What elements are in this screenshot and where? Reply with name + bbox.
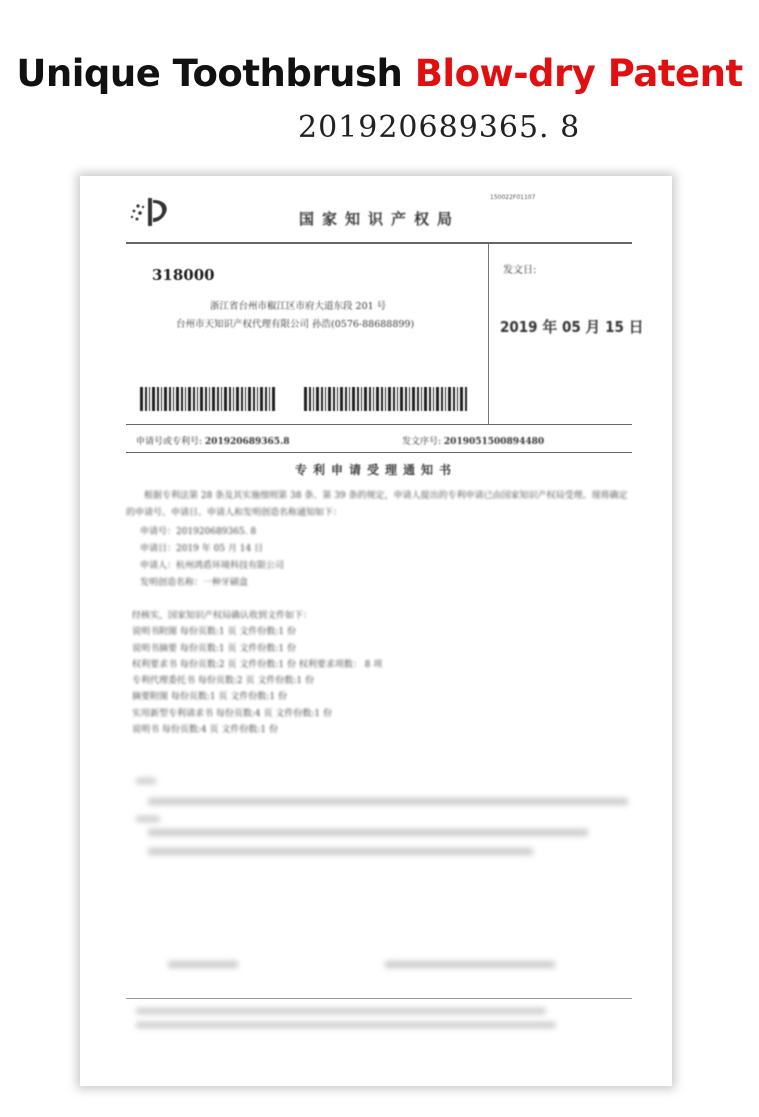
notice-title: 专利申请受理通知书 (294, 463, 457, 477)
headline-patent-type: Blow-dry Patent (414, 52, 743, 95)
illegible-remarks-heading (136, 778, 156, 784)
office-name: 国家知识产权局 (299, 210, 461, 228)
application-number-value: 201920689365.8 (204, 437, 290, 447)
patent-number: 201920689365. 8 (298, 110, 581, 145)
file-item: 摘要附图 每份页数:1 页 文件份数:1 份 (132, 692, 287, 703)
file-item: 权利要求书 每份页数:2 页 文件份数:1 份 权利要求项数： 8 项 (132, 659, 383, 670)
serial-number-value: 2019051500894480 (443, 437, 545, 447)
illegible-examiner-line (385, 961, 555, 968)
barcode-right (304, 387, 468, 411)
application-number-label: 申请号或专利号: (136, 437, 203, 447)
detail-application-number: 申请号：201920689365. 8 (140, 527, 257, 537)
application-number-line (136, 434, 289, 447)
id-rule-top (126, 424, 632, 425)
illegible-remarks-line (148, 848, 533, 855)
file-item: 说明书 每份页数:4 页 文件份数:1 份 (132, 725, 278, 736)
headline (0, 52, 759, 95)
headline-product: Unique Toothbrush (16, 52, 403, 95)
file-item: 专利代理委托书 每份页数:2 页 文件份数:1 份 (132, 676, 314, 687)
notice-intro: 根据专利法第 28 条及其实施细则第 38 条、第 39 条的规定，申请人提出的专利申请已由国家知识产权局受理。现将确定的申请号、申请日、申请人和发明创造名称通知如下： (126, 491, 628, 518)
detail-invention-title: 发明创造名称：一种牙刷盒 (140, 578, 249, 588)
illegible-remarks-line (148, 829, 588, 836)
detail-applicant: 申请人：杭州鸿盾环境科技有限公司 (140, 561, 285, 571)
illegible-examiner-line (168, 961, 238, 968)
header-rule (126, 242, 632, 244)
illegible-remarks-line (136, 816, 160, 822)
footer-rule (126, 998, 632, 999)
file-item: 说明书摘要 每份页数:1 页 文件份数:1 份 (132, 643, 296, 654)
address-line-1: 浙江省台州市椒江区市府大道东段 201 号 (210, 301, 387, 312)
detail-application-date: 申请日：2019 年 05 月 14 日 (140, 544, 264, 554)
file-item: 实用新型专利请求书 每份页数:4 页 文件份数:1 份 (132, 708, 332, 719)
illegible-remarks-line (148, 798, 628, 805)
postcode: 318000 (152, 266, 215, 284)
document-ref-code: 150022F01107 (490, 194, 536, 201)
serial-number-line (402, 434, 544, 447)
id-rule-bottom (126, 452, 632, 453)
patent-notice-document (80, 176, 672, 1086)
header-divider (488, 244, 489, 424)
serial-number-label: 发文序号: (402, 437, 442, 447)
files-intro: 经核实，国家知识产权局确认收到文件如下： (132, 611, 313, 621)
file-item: 说明书附图 每份页数:1 页 文件份数:1 份 (132, 627, 296, 638)
cnipa-logo-icon (126, 194, 172, 230)
application-details (140, 524, 284, 592)
illegible-footer-line (136, 1022, 556, 1028)
received-files (132, 608, 382, 738)
illegible-footer-line (136, 1008, 546, 1014)
barcode-left (140, 387, 276, 411)
issue-date: 2019 年 05 月 15 日 (500, 318, 644, 336)
issue-date-label: 发文日: (503, 265, 537, 276)
address-line-2: 台州市天知识产权代理有限公司 孙浩(0576-88688899) (176, 319, 415, 330)
